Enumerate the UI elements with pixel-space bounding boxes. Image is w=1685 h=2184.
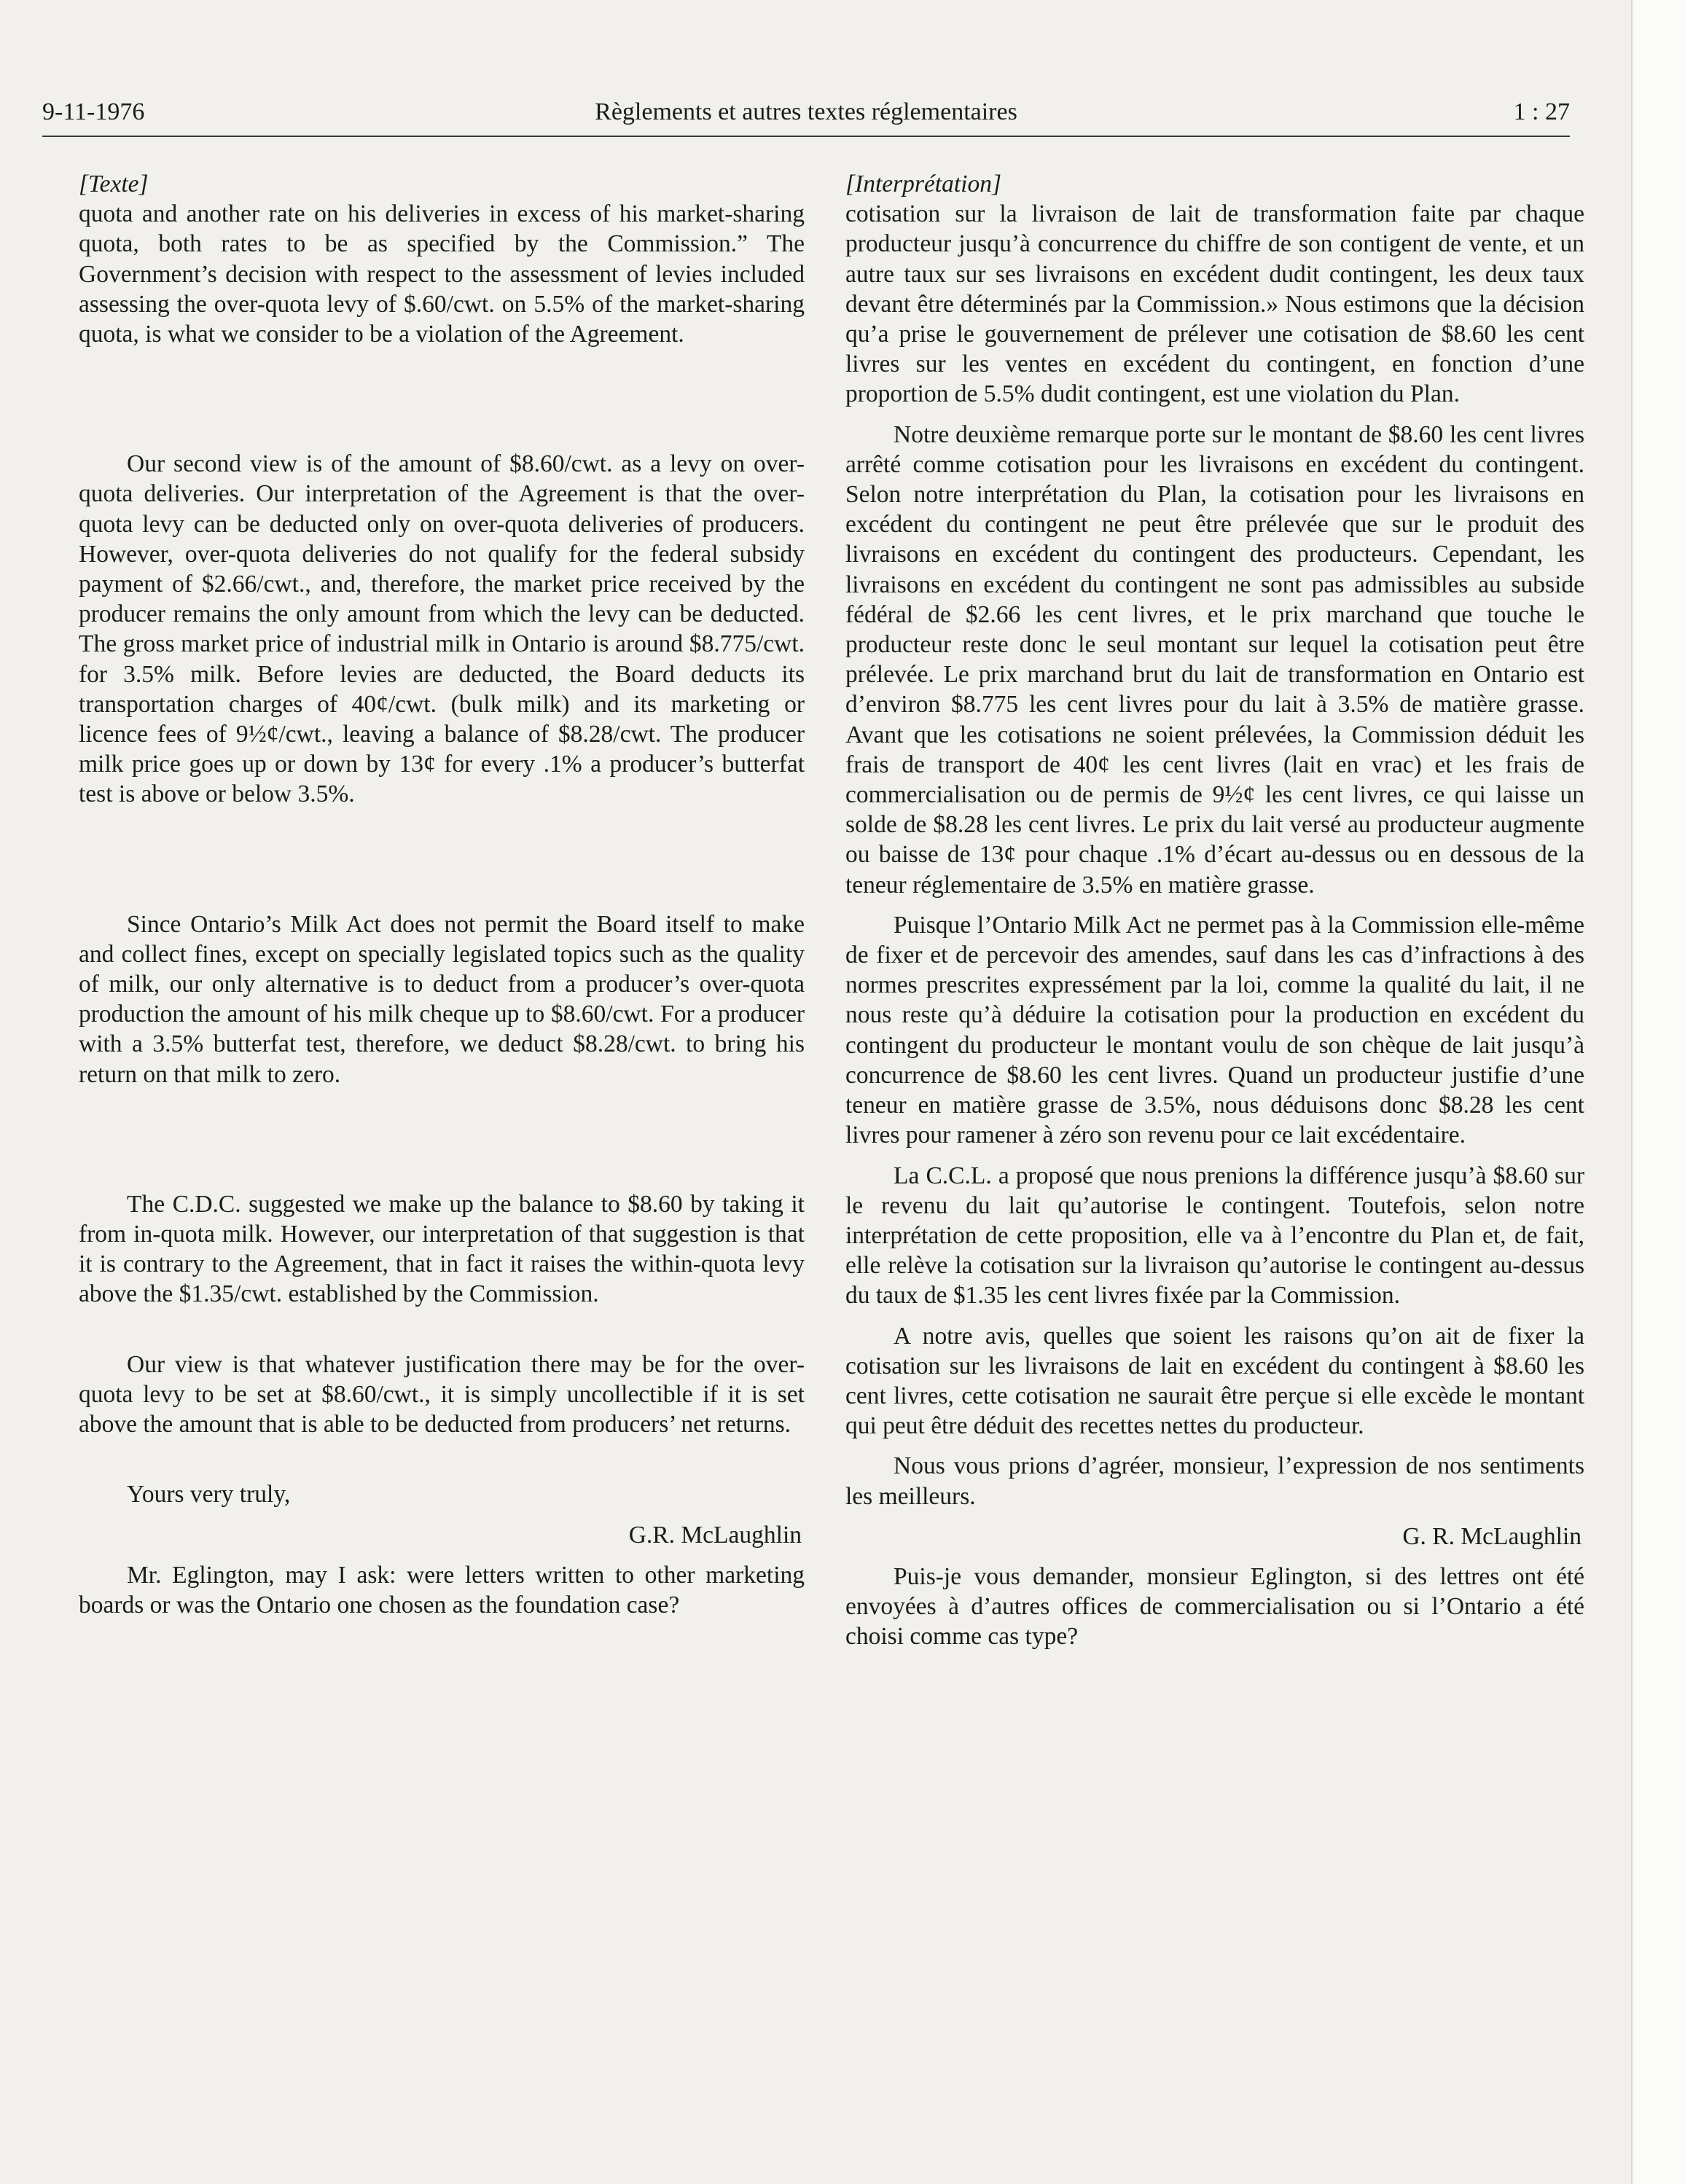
paragraph-4: The C.D.C. suggested we make up the balance to $8.60 by taking it from in-quota milk. However, our interpretation of that suggestion is that it is contrary to the Agreement, that in fact it raises the within-quota levy above the $1.35/cwt. established by the Commission. bbox=[79, 1190, 805, 1308]
paragraph-4: La C.C.L. a proposé que nous prenions la différence jusqu’à $8.60 sur le revenu du lait qu’autorise le contingent. Toutefois, selon notre interprétation de cette proposition, elle va à l’encontre du Plan et, de fait, elle relève la cotisation sur la livraison qu’autorise le contingent au-dessus du taux de $1.35 les cent livres fixée par la Commission. bbox=[845, 1162, 1584, 1310]
paragraph-1: cotisation sur la livraison de lait de transformation faite par chaque producteur jusqu’à concurrence du chiffre de son contigent de vente, et un autre taux sur ses livraisons en excédent dudit contingent, les deux taux devant être déterminés par la Commission.» Nous estimons que la décision qu’a prise le gouvernement de prélever une cotisation de $8.60 les cent livres sur les ventes en excédent du contingent, en fonction d’une proportion de 5.5% dudit contingent, est une violation du Plan. bbox=[845, 200, 1584, 408]
running-header bbox=[42, 95, 1570, 137]
letter-closing: Nous vous prions d’agréer, monsieur, l’expression de nos sentiments les meilleurs. bbox=[845, 1452, 1584, 1510]
paragraph-3: Since Ontario’s Milk Act does not permit the Board itself to make and collect fines, except on specially legislated topics such as the quality of milk, our only alternative is to deduct from a producer’s over-quota production the amount of his milk cheque up to $8.60/cwt. For a producer with a 3.5% butterfat test, therefore, we deduct $8.28/cwt. to bring his return on that milk to zero. bbox=[79, 910, 805, 1088]
header-page-number: 1 : 27 bbox=[1513, 98, 1570, 125]
paragraph-5: Our view is that whatever justification there may be for the over-quota levy to be set at $8.60/cwt., it is simply uncollectible if it is set above the amount that is able to be deducted from producers’ net returns. bbox=[79, 1350, 805, 1439]
header-date: 9-11-1976 bbox=[42, 98, 145, 125]
french-column bbox=[845, 169, 1584, 1652]
paragraph-1: quota and another rate on his deliveries in excess of his market-sharing quota, both rates to be as specified by the Commission.” The Government’s decision with respect to the assessment of levies included assessing the over-quota levy of $.60/cwt. on 5.5% of the market-sharing quota, is what we consider to be a violation of the Agreement. bbox=[79, 200, 805, 348]
paragraph-3: Puisque l’Ontario Milk Act ne permet pas à la Commission elle-même de fixer et de percevoir des amendes, sauf dans les cas d’infractions à des normes prescrites expressément par la loi, comme la qualité du lait, il ne nous reste qu’à déduire la cotisation pour la production en excédent du contingent du producteur le montant voulu de son chèque de lait jusqu’à concurrence de $8.60 les cent livres. Quand un producteur justifie d’une teneur en matière grasse de 3.5%, nous déduisons donc $8.28 les cent livres pour ramener à zéro son revenu pour ce lait excédentaire. bbox=[845, 911, 1584, 1149]
english-column bbox=[79, 169, 805, 1620]
column-label-texte: [Texte] bbox=[79, 171, 149, 197]
paragraph-5: A notre avis, quelles que soient les raisons qu’on ait de fixer la cotisation sur les livraisons de lait en excédent du contingent à $8.60 les cent livres, cette cotisation ne saurait être perçue si elle excède le montant qui peut être déduit des recettes nettes du producteur. bbox=[845, 1322, 1584, 1440]
letter-closing: Yours very truly, bbox=[127, 1481, 291, 1508]
letter-signature: G. R. McLaughlin bbox=[1402, 1522, 1582, 1550]
question-paragraph: Mr. Eglington, may I ask: were letters written to other marketing boards or was the Ontario one chosen as the foundation case? bbox=[79, 1561, 805, 1619]
page-edge bbox=[1631, 0, 1685, 2184]
header-title: Règlements et autres textes réglementaires bbox=[595, 98, 1017, 125]
letter-signature: G.R. McLaughlin bbox=[628, 1521, 802, 1549]
paragraph-2: Our second view is of the amount of $8.60/cwt. as a levy on over-quota deliveries. Our interpretation of the Agreement is that the over-quota levy can be deducted only on over-quota deliveries of producers. However, over-quota deliveries do not qualify for the federal subsidy payment of $2.66/cwt., and, therefore, the market price received by the producer remains the only amount from which the levy can be deducted. The gross market price of industrial milk in Ontario is around $8.775/cwt. for 3.5% milk. Before levies are deducted, the Board deducts its transportation charges of 40¢/cwt. (bulk milk) and its marketing or licence fees of 9½¢/cwt., leaving a balance of $8.28/cwt. The producer milk price goes up or down by 13¢ for every .1% a producer’s butterfat test is above or below 3.5%. bbox=[79, 450, 805, 808]
question-paragraph: Puis-je vous demander, monsieur Eglington, si des lettres ont été envoyées à d’autres offices de commercialisation ou si l’Ontario a été choisi comme cas type? bbox=[845, 1562, 1584, 1651]
paragraph-2: Notre deuxième remarque porte sur le montant de $8.60 les cent livres arrêté comme cotisation pour les livraisons en excédent du contingent. Selon notre interprétation du Plan, la cotisation pour les livraisons en excédent du contingent ne peut être prélevée que sur le produit des livraisons en excédent du contingent des producteurs. Cependant, les livraisons en excédent du contingent ne sont pas admissibles au subside fédéral de $2.66 les cent livres, et le prix marchand que touche le producteur reste donc le seul montant sur lequel la cotisation peut être prélevée. Le prix marchand brut du lait de transformation en Ontario est d’environ $8.775 les cent livres pour du lait à 3.5% de matière grasse. Avant que les cotisations ne soient prélevées, la Commission déduit les frais de transport de 40¢ les cent livres (lait en vrac) et les frais de commercialisation ou de permis de 9½¢ les cent livres, ce qui laisse un solde de $8.28 les cent livres. Le prix du lait versé au producteur augmente ou baisse de 13¢ pour chaque .1% d’écart au-dessus ou en dessous de la teneur réglementaire de 3.5% en matière grasse. bbox=[845, 420, 1584, 899]
column-label-interpretation: [Interprétation] bbox=[845, 171, 1002, 197]
